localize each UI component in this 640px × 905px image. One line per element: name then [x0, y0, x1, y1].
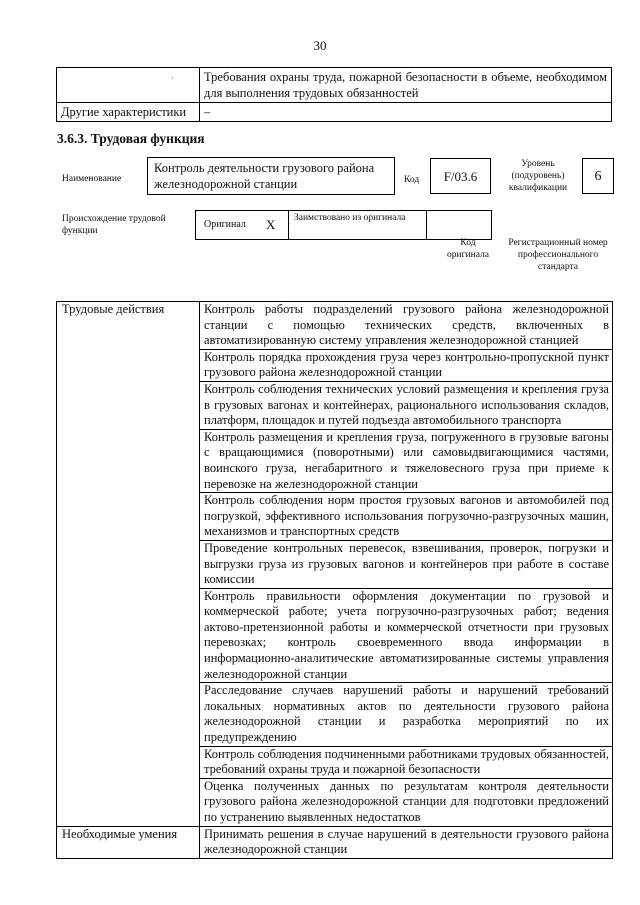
- origin-row: [195, 210, 613, 240]
- labor-action-item: Контроль порядка прохождения груза через контрольно-пропускной пункт грузового района железнодорожной станции: [200, 349, 613, 381]
- table-row: [57, 103, 612, 122]
- required-skill-item: Принимать решения в случае нарушений в деятельности грузового района железнодорожной станции: [200, 826, 613, 858]
- table-row: [57, 68, 612, 103]
- registration-number-caption: Регистрационный номер профессионального стандарта: [508, 238, 608, 272]
- original-label: Оригинал: [204, 219, 246, 230]
- origin-label: Происхождение трудовой функции: [62, 214, 166, 236]
- labor-action-item: Оценка полученных данных по результатам контроля деятельности грузового района железнодорожной станции для подготовки предложений по устранению выявленных недостатков: [200, 778, 613, 826]
- section-title: 3.6.3. Трудовая функция: [57, 131, 205, 146]
- qualification-level-field: 6: [582, 158, 614, 194]
- other-characteristics-label: Другие характеристики: [57, 103, 200, 122]
- labor-action-label: Трудовые действия: [57, 302, 200, 827]
- previous-function-table: [56, 67, 612, 122]
- labor-function-table: [56, 301, 613, 859]
- required-skill-label: Необходимые умения: [57, 826, 200, 858]
- labor-action-item: Расследование случаев нарушений работы и нарушений требований локальных нормативных актов по деятельности грузового района железнодорожной станции и разработка мероприятий по их предупреждению: [200, 683, 613, 746]
- other-characteristics-value: –: [200, 103, 612, 122]
- labor-action-item: Контроль соблюдения технических условий размещения и крепления груза в грузовых вагонах и контейнерах, рационального использования складов, платформ, площадок и путей подъезда автомобильного транспорта: [200, 381, 613, 429]
- original-code-cell: [426, 210, 491, 240]
- knowledge-item: Требования охраны труда, пожарной безопасности в объеме, необходимом для выполнения трудовых обязанностей: [200, 68, 612, 103]
- labor-action-item: Контроль соблюдения норм простоя грузовых вагонов и автомобилей под погрузкой, эффективного использования погрузочно-разгрузочных машин, механизмов и транспортных средств: [200, 493, 613, 541]
- labor-action-item: Контроль работы подразделений грузового района железнодорожной станции с помощью технических средств, включенных в автоматизированную систему управления железнодорожной станцией: [200, 302, 613, 350]
- table-row: [57, 302, 613, 350]
- original-cell: [195, 210, 288, 240]
- labor-action-item: Контроль правильности оформления документации по грузовой и коммерческой работе; учета погрузочно-разгрузочных работ; ведения актово-претензионной работы и коммерческой отчетности при грузовых перевозках; контроль своевременного ввода информации в информационно-аналитические автоматизированные системы управления железнодорожной станции: [200, 588, 613, 683]
- labor-action-item: Контроль соблюдения подчиненными работниками трудовых обязанностей, требований охраны труда и пожарной безопасности: [200, 746, 613, 778]
- name-label: Наименование: [62, 174, 122, 184]
- original-mark: X: [266, 217, 276, 232]
- function-name-field: Контроль деятельности грузового района железнодорожной станции: [147, 157, 395, 195]
- qualification-level-label: Уровень (подуровень) квалификации: [508, 159, 568, 193]
- labor-action-item: Проведение контрольных перевесок, взвешивания, проверок, погрузки и выгрузки груза из грузовых вагонов и контейнеров при работе в составе комиссии: [200, 540, 613, 588]
- cell-mark: ·: [171, 74, 174, 83]
- table-row: [57, 826, 613, 858]
- borrowed-label: Заимствовано из оригинала: [294, 213, 406, 223]
- borrowed-cell: [288, 210, 426, 240]
- function-code-field: F/03.6: [430, 158, 491, 194]
- code-label: Код: [404, 175, 420, 185]
- registration-number-cell: [491, 210, 613, 240]
- original-code-caption: Код оригинала: [447, 238, 489, 260]
- labor-action-item: Контроль размещения и крепления груза, погруженного в грузовые вагоны с вращающимися (поворотными) или самовыдвигающимися частями, воинского груза, негабаритного и тяжеловесного груза при приеме к перевозке на железнодорожной станции: [200, 429, 613, 492]
- page-number: 30: [313, 38, 327, 53]
- table-cell-empty: [57, 68, 200, 103]
